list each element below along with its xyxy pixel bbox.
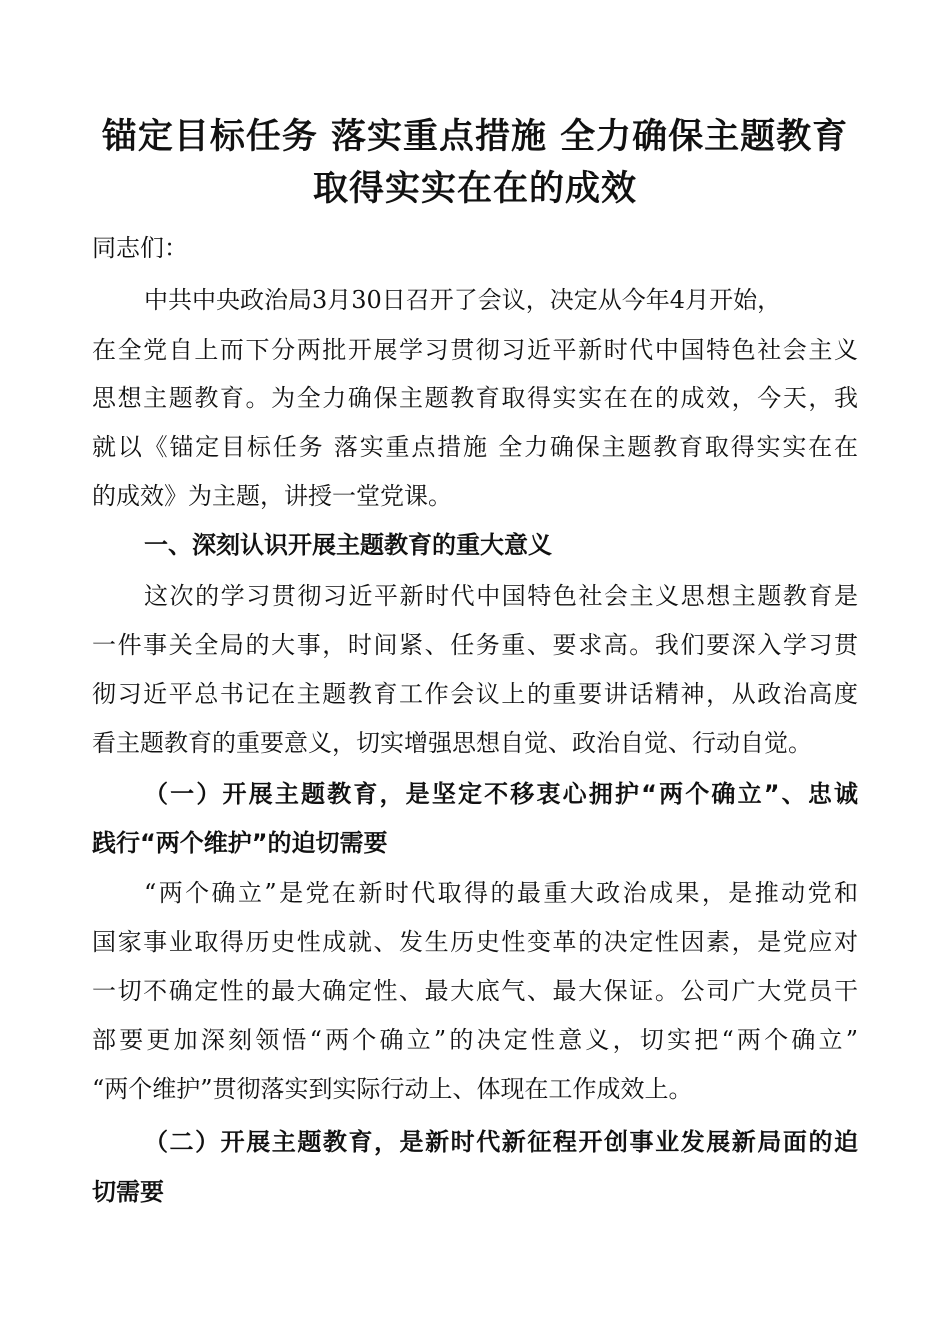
subsection-1-body-line: 一切不确定性的最大确定性、最大底气、最大保证。公司广大党员干 <box>92 977 858 1005</box>
section-1-body-line: 彻习近平总书记在主题教育工作会议上的重要讲话精神，从政治高度 <box>92 680 858 708</box>
section-1-heading: 一、深刻认识开展主题教育的重大意义 <box>144 531 552 559</box>
intro-line: 的成效》为主题，讲授一堂党课。 <box>92 482 452 510</box>
subsection-1-body-line: 国家事业取得历史性成就、发生历史性变革的决定性因素，是党应对 <box>92 928 858 956</box>
intro-line: 中共中央政治局3月30日召开了会议，决定从今年4月开始， <box>144 286 782 314</box>
salutation: 同志们： <box>92 234 188 262</box>
section-1-body-line: 这次的学习贯彻习近平新时代中国特色社会主义思想主题教育是 <box>144 582 858 610</box>
subsection-1-body-line: “两个维护”贯彻落实到实际行动上、体现在工作成效上。 <box>92 1075 693 1103</box>
subsection-1-body-line: “两个确立”是党在新时代取得的最重大政治成果，是推动党和 <box>144 879 858 907</box>
intro-line: 在全党自上而下分两批开展学习贯彻习近平新时代中国特色社会主义 <box>92 336 858 364</box>
section-1-body-line: 看主题教育的重要意义，切实增强思想自觉、政治自觉、行动自觉。 <box>92 729 812 757</box>
subsection-1-heading-line: 践行“两个维护”的迫切需要 <box>92 829 388 857</box>
intro-line: 就以《锚定目标任务 落实重点措施 全力确保主题教育取得实实在在 <box>92 433 858 461</box>
document-title-line-2: 取得实实在在的成效 <box>312 169 637 209</box>
intro-line: 思想主题教育。为全力确保主题教育取得实实在在的成效，今天，我 <box>92 384 858 412</box>
document-title-line-1: 锚定目标任务 落实重点措施 全力确保主题教育 <box>101 117 849 157</box>
subsection-1-body-line: 部要更加深刻领悟“两个确立”的决定性意义，切实把“两个确立” <box>92 1026 858 1054</box>
subsection-1-heading-line: （一）开展主题教育，是坚定不移衷心拥护“两个确立”、忠诚 <box>144 780 858 808</box>
subsection-2-heading-line: 切需要 <box>92 1178 164 1206</box>
section-1-body-line: 一件事关全局的大事，时间紧、任务重、要求高。我们要深入学习贯 <box>92 631 858 659</box>
subsection-2-heading-line: （二）开展主题教育，是新时代新征程开创事业发展新局面的迫 <box>144 1128 858 1156</box>
